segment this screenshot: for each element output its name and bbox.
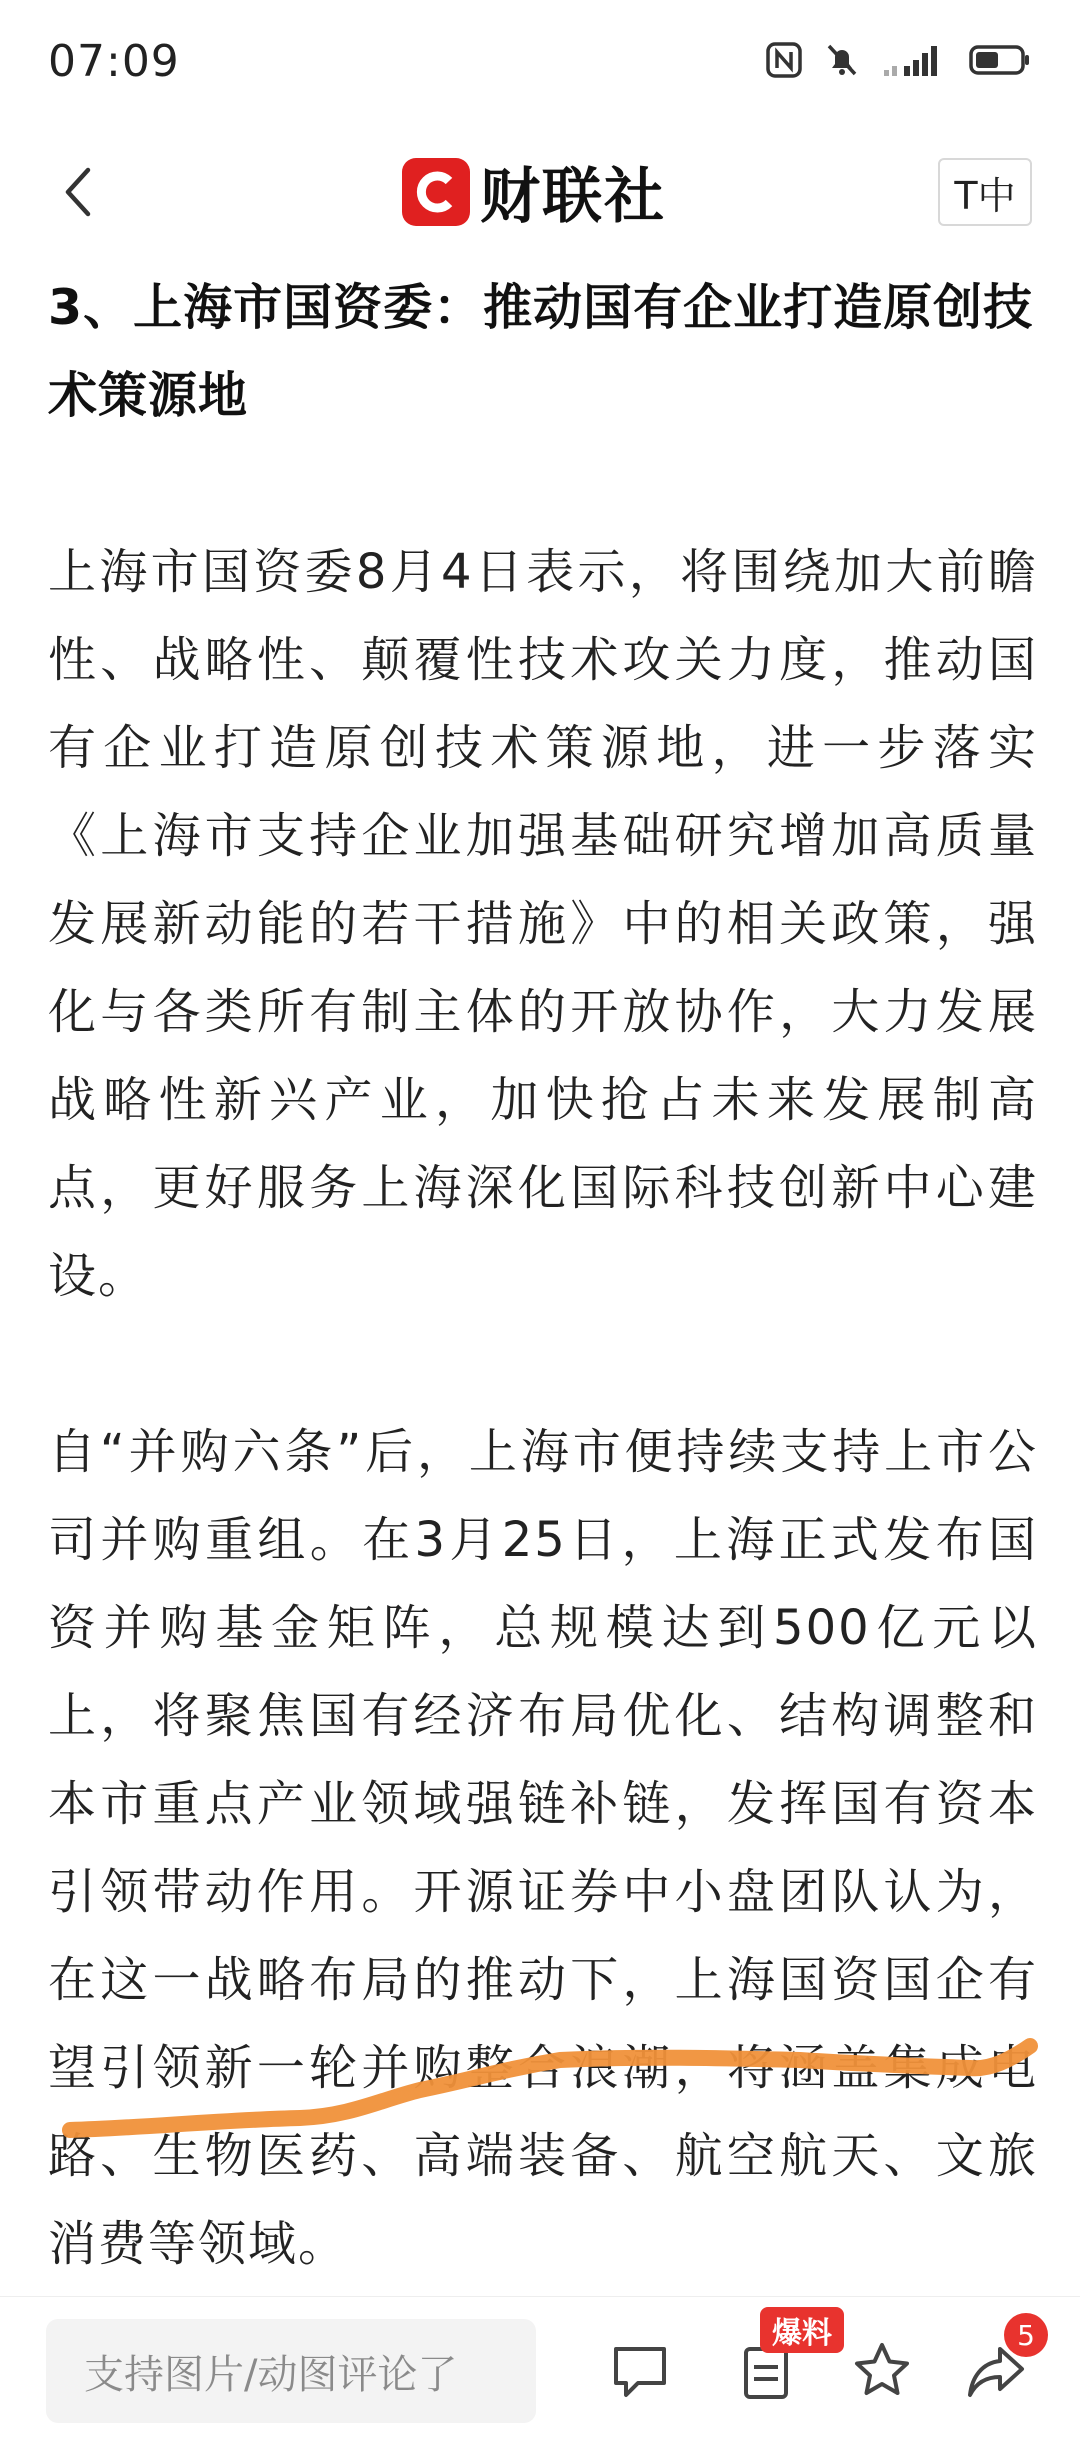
logo-text: 财联社 — [480, 162, 666, 232]
article-headline: 3、上海市国资委：推动国有企业打造原创技术策源地 — [48, 279, 1034, 424]
article-paragraph: 上海市国资委8月4日表示，将围绕加大前瞻性、战略性、颠覆性技术攻关力度，推动国有企业打造原创技术策源地，进一步落实《上海市支持企业加强基础研究增加高质量发展新动能的若干措施》中的相关政策，强化与各类所有制主体的开放协作，大力发展战略性新兴产业，加快抢占未来发展制高点，更好服务上海深化国际科技创新中心建设。 — [48, 544, 1038, 1304]
mute-icon — [822, 40, 862, 84]
comment-icon — [608, 2339, 672, 2403]
status-time: 07:09 — [48, 36, 180, 87]
hot-badge: 爆料 — [760, 2307, 844, 2353]
share-count-badge: 5 — [1004, 2313, 1048, 2357]
article-body — [48, 264, 1038, 2288]
star-icon — [850, 2339, 914, 2403]
logo — [402, 150, 666, 234]
nfc-icon — [764, 40, 804, 84]
back-button[interactable] — [48, 160, 108, 224]
battery-icon — [968, 40, 1032, 84]
chevron-left-icon — [58, 164, 98, 220]
article-paragraph: 自“并购六条”后，上海市便持续支持上市公司并购重组。在3月25日，上海正式发布国资并购基金矩阵，总规模达到500亿元以上，将聚焦国有经济布局优化、结构调整和本市重点产业领域强链补链，发挥国有资本引领带动作用。开源证券中小盘团队认为，在这一战略布局的推动下，上海国资国企有望引领新一轮并购整合浪潮，将涵盖集成电路、生物医药、高端装备、航空航天、文旅消费等领域。 — [48, 1424, 1038, 2272]
nav-bar — [0, 124, 1080, 260]
comment-button[interactable] — [604, 2335, 676, 2407]
logo-mark-icon — [402, 158, 470, 226]
favorite-button[interactable] — [846, 2335, 918, 2407]
comment-input[interactable]: 支持图片/动图评论了 — [46, 2319, 536, 2423]
bottom-bar — [0, 2296, 1080, 2440]
status-bar — [0, 0, 1080, 124]
signal-icon — [880, 40, 950, 84]
font-size-button[interactable]: T中 — [938, 158, 1032, 226]
status-icons — [764, 40, 1032, 84]
